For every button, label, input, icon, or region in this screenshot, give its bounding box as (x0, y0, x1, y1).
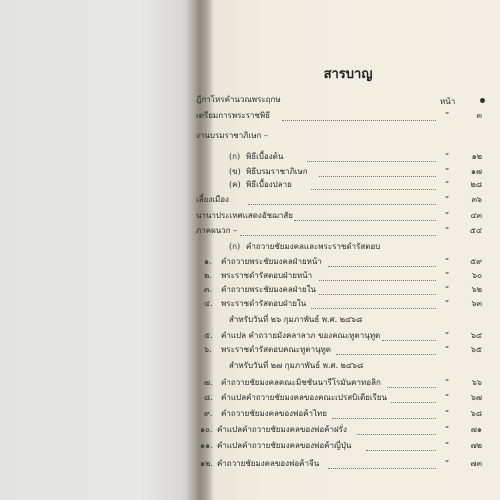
ditto-mark: ” (444, 299, 450, 308)
toc-entry-title: งานบรมราชาภิเษก – (196, 131, 268, 140)
toc-entry-page-number: ๓ (476, 111, 482, 120)
toc-entry-title: คำถวายพระชัยมงคลฝ่ายใน (221, 285, 317, 294)
toc-entry (196, 440, 496, 452)
toc-entry-page-number: ๖๖ (471, 378, 482, 387)
column-head-page: หน้า (440, 97, 456, 106)
toc-entry-title: คำแปลคำถวายชัยมงคลของคณะเปรสบิเตียเรียน (221, 393, 388, 402)
leader-dots (391, 401, 436, 403)
toc-entry (196, 314, 496, 326)
toc-entry-number: ๙. (204, 409, 213, 418)
toc-entry (196, 424, 496, 436)
ditto-mark: ” (444, 271, 450, 280)
toc-entry-number: ๖. (204, 345, 212, 354)
toc-entry-title: คำแปล คำถวายมังคลาลาภ ของคณะทูตานุทูต (221, 331, 381, 340)
toc-entry-number: ๗. (204, 378, 213, 387)
toc-entry-title: พระราชดำรัสตอบฝ่ายหน้า (221, 271, 313, 280)
toc-entry-number: ๑. (204, 257, 212, 266)
toc-entry (196, 360, 496, 372)
ditto-mark: ” (444, 393, 450, 402)
leader-dots (240, 234, 436, 236)
toc-entry-page-number: ๗๑ (470, 425, 482, 434)
toc-entry-title: คำแปลคำถวายชัยมงคลของพ่อค้าฝรั่ง (217, 425, 347, 434)
toc-entry (196, 110, 496, 122)
toc-entry-title: คำแปลคำถวายชัยมงคลของพ่อค้าญี่ปุ่น (217, 441, 352, 450)
toc-entry (196, 130, 496, 142)
toc-entry-title: พิธีบรมราชาภิเษก (246, 167, 308, 176)
leader-dots (387, 386, 436, 388)
leader-dots (248, 203, 436, 205)
leader-dots (319, 293, 436, 295)
ditto-mark: ” (444, 195, 450, 204)
toc-entry (196, 210, 496, 222)
toc-entry (196, 94, 496, 106)
toc-entry-title: เลี้ยงเมือง (196, 195, 229, 204)
toc-entry-number: ๑๐. (200, 425, 213, 434)
toc-entry-title: คำถวายชัยมงคลคณะมิชชันนารีโรมันคาทอลิก (221, 378, 381, 387)
toc-entry-page-number: ๖๔ (470, 331, 482, 340)
toc-entry-title: สำหรับวันที่ ๒๖ กุมภาพันธ์ พ.ศ. ๒๔๖๘ (229, 315, 363, 324)
toc-entry-page-number: ๖๗ (470, 393, 482, 402)
leader-dots (311, 188, 436, 190)
leader-dots (307, 160, 436, 162)
leader-dots (319, 175, 436, 177)
toc-entry-number: (ก) (229, 242, 241, 251)
ditto-mark: ” (444, 167, 450, 176)
toc-entry-number: ๕. (204, 331, 213, 340)
toc-entry-number: (ค) (229, 180, 241, 189)
toc-entry-number: ๑๒. (200, 459, 213, 468)
toc-entry-number: ๒. (204, 271, 212, 280)
ditto-mark: ” (444, 111, 450, 120)
leader-dots (294, 219, 436, 221)
toc-entry-number: (ก) (229, 152, 241, 161)
ditto-mark: ” (444, 226, 450, 235)
toc-entry-page-number: ๖๕ (470, 345, 482, 354)
leader-dots (282, 119, 436, 121)
toc-entry (196, 392, 496, 404)
toc-entry (196, 151, 496, 163)
toc-entry-page-number: ๕๔ (469, 226, 482, 235)
page-title: สารบาญ (323, 67, 373, 82)
ditto-mark: ” (444, 257, 450, 266)
toc-entry-page-number: ๖๓ (471, 299, 482, 308)
toc-entry (196, 241, 496, 253)
leader-dots (366, 449, 436, 451)
toc-entry (196, 166, 496, 178)
toc-entry-number: (ข) (229, 167, 241, 176)
toc-entry-page-number: ๑๗ (470, 167, 482, 176)
leader-dots (328, 265, 436, 267)
ditto-mark: ” (444, 378, 450, 387)
ditto-mark: ” (444, 345, 450, 354)
ditto-mark: ” (444, 459, 450, 468)
toc-entry-page-number: ๕๙ (470, 257, 482, 266)
ditto-mark: ” (444, 285, 450, 294)
toc-entry (196, 179, 496, 191)
toc-entry (196, 284, 496, 296)
toc-entry (196, 330, 496, 342)
toc-entry-page-number: ๖๒ (471, 285, 482, 294)
leader-dots (336, 353, 436, 355)
toc-entry-page-number: ๓๖ (471, 195, 482, 204)
toc-entry-number: ๓. (204, 285, 213, 294)
leader-dots (311, 307, 436, 309)
toc-entry-page-number: ๗๒ (470, 441, 482, 450)
ditto-mark: ” (444, 441, 450, 450)
toc-entry-page-number: ๒๘ (470, 180, 482, 189)
toc-entry-title: นานาประเทศแสดงอัชฌาสัย (196, 211, 293, 220)
toc-entry-page-number: ๖๐ (472, 271, 482, 280)
toc-entry (196, 377, 496, 389)
toc-entry-number: ๑๑. (200, 441, 213, 450)
toc-entry-title: สำหรับวันที่ ๒๗ กุมภาพันธ์ พ.ศ. ๒๔๖๘ (229, 361, 364, 370)
toc-entry-title: คำถวายพระชัยมงคลฝ่ายหน้า (221, 257, 322, 266)
ditto-mark: ” (444, 331, 450, 340)
toc-entry-number: ๔. (204, 299, 213, 308)
ditto-mark: ” (444, 409, 450, 418)
toc-entry-title: พิธีเบื้องต้น (246, 152, 284, 161)
ditto-mark: ” (444, 425, 450, 434)
toc-entry (196, 458, 496, 470)
toc-entry-title: พิธีเบื้องปลาย (246, 180, 292, 189)
toc-entry-title: คำถวายชัยมงคลของพ่อค้าไทย (221, 409, 327, 418)
toc-entry (196, 194, 496, 206)
leader-dots (332, 417, 436, 419)
leader-dots (357, 433, 436, 435)
toc-entry-page-number: ๗๓ (470, 459, 482, 468)
toc-entry (196, 225, 496, 237)
toc-entry (196, 270, 496, 282)
toc-entry-title: ภาคผนวก – (196, 226, 238, 235)
ditto-mark: ” (444, 211, 450, 220)
toc-entry-title: ฎีกาโหรคำนวณพระฤกษ (196, 95, 281, 104)
toc-entry-title: พระราชดำรัสตอบฝ่ายใน (221, 299, 307, 308)
toc-entry-title: เตรียมการพระราชพิธี (196, 111, 271, 120)
toc-entry (196, 344, 496, 356)
left-page (0, 0, 198, 500)
leader-dots (319, 279, 436, 281)
toc-entry-title: พระราชดำรัสตอบคณะทูตานุทูต (221, 345, 331, 354)
leader-dots (328, 467, 436, 469)
toc-entry (196, 256, 496, 268)
toc-entry-title: คำถวายชัยมงคลและพระราชดำรัสตอบ (246, 242, 381, 251)
ditto-mark: ” (444, 152, 450, 161)
toc-entry-title: คำถวายชัยมงคลของพ่อค้าจีน (217, 459, 320, 468)
toc-entry-number: ๘. (204, 393, 213, 402)
toc-entry-page-number: ๖๘ (470, 409, 482, 418)
leader-dots (382, 339, 436, 341)
toc-entry (196, 408, 496, 420)
toc-entry-page-number: ๔๓ (470, 211, 482, 220)
toc-entry-page-number: ๑๒ (471, 152, 482, 161)
toc-entry (196, 298, 496, 310)
ditto-mark: ” (444, 180, 450, 189)
